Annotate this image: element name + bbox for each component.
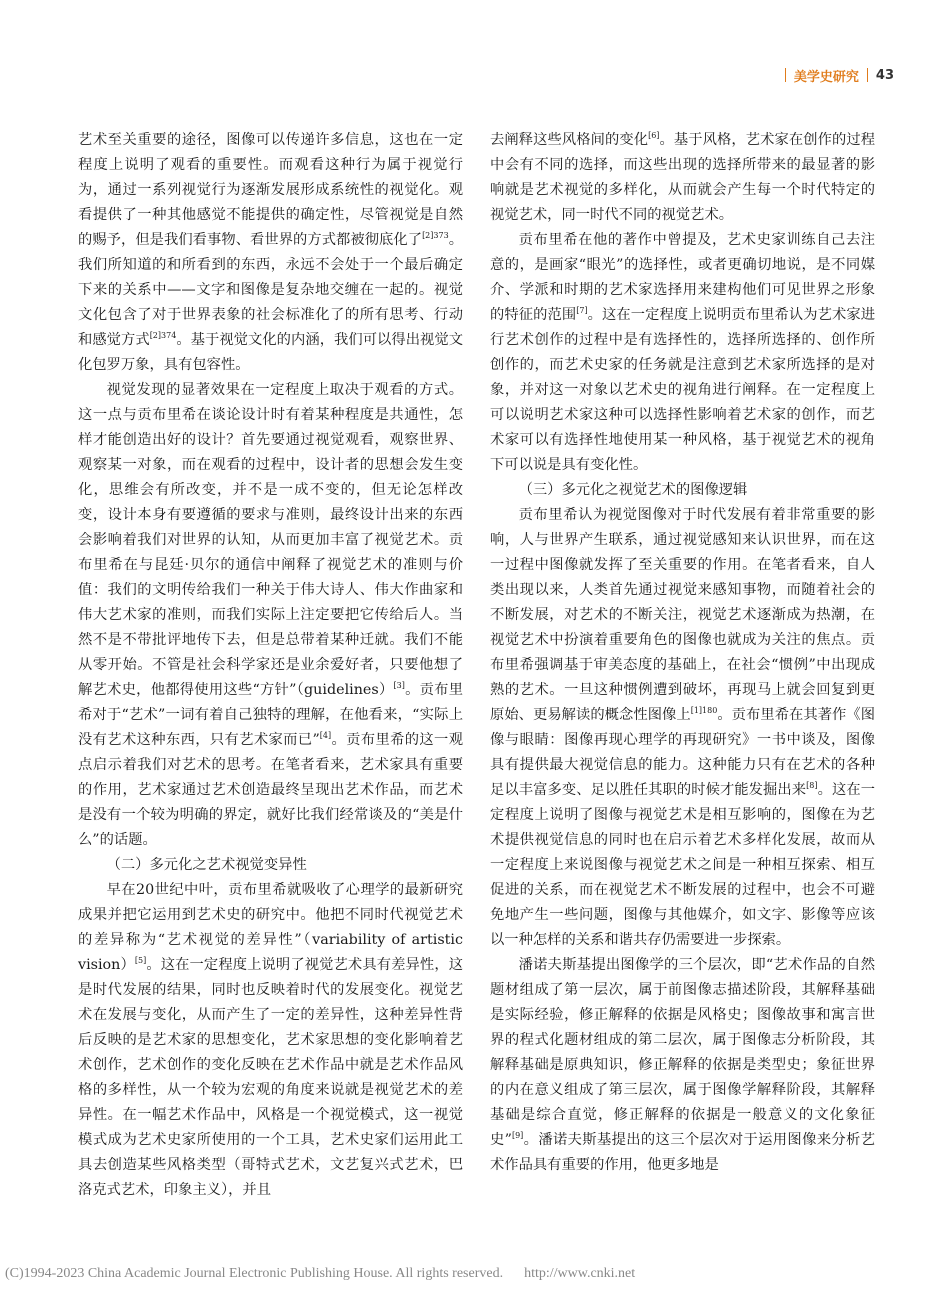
- copyright-notice: (C)1994-2023 China Academic Journal Electronic Publishing House. All rights reserved.: [5, 1266, 504, 1281]
- citation-ref: [6]: [648, 131, 660, 141]
- section-heading: [490, 478, 875, 503]
- body-paragraph: [490, 128, 875, 228]
- text-run: 贡布里希认为视觉图像对于时代发展有着非常重要的影响，人与世界产生联系，通过视觉感知来认识世界，而在这一过程中图像就发挥了至关重要的作用。在笔者看来，自人类出现以来，人类首先通过视觉来感知事物，而随着社会的不断发展，对艺术的不断关注，视觉艺术逐渐成为热潮，在视觉艺术中扮演着重要角色的图像也就成为关注的焦点。贡布里希强调基于审美态度的基础上，在社会“惯例”中出现成熟的艺术。一旦这种惯例遭到破坏，再现马上就会回复到更原始、更易解读的概念性图像上: [490, 507, 875, 723]
- text-run: 。贡布里希对于“艺术”一词有着自己独特的理解，在他看来，“实际上没有艺术这种东西，只有艺术家而已”: [78, 682, 463, 748]
- text-run: （三）多元化之视觉艺术的图像逻辑: [518, 482, 748, 498]
- cnki-link[interactable]: http://www.cnki.net: [524, 1266, 636, 1281]
- body-paragraph: [78, 878, 463, 1203]
- citation-ref: [5]: [134, 956, 147, 966]
- text-run: 视觉发现的显著效果在一定程度上取决于观看的方式。这一点与贡布里希在谈论设计时有着某种程度是共通性，怎样才能创造出好的设计？首先要通过视觉观看，观察世界、观察某一对象，而在观看的过程中，设计者的思想会发生变化，思维会有所改变，并不是一成不变的，但无论怎样改变，设计本身有要遵循的要求与准则，最终设计出来的东西会影响着我们对世界的认知，从而更加丰富了视觉艺术。贡布里希在与昆廷·贝尔的通信中阐释了视觉艺术的准则与价值：我们的文明传给我们一种关于伟大诗人、伟大作曲家和伟大艺术家的准则，而我们实际上注定要把它传给后人。当然不是不带批评地传下去，但是总带着某种迁就。我们不能从零开始。不管是社会科学家还是业余爱好者，只要他想了解艺术史，他都得使用这些“方针”（guidelines）: [78, 382, 463, 698]
- text-run: （二）多元化之艺术视觉变异性: [106, 857, 307, 873]
- body-paragraph: [78, 128, 463, 378]
- citation-ref: [4]: [319, 731, 332, 741]
- text-run: 。贡布里希的这一观点启示着我们对艺术的思考。在笔者看来，艺术家具有重要的作用，艺术家通过艺术创造最终呈现出艺术作品，而艺术是没有一个较为明确的界定，就好比我们经常谈及的“美是什么”的话题。: [78, 732, 464, 848]
- section-heading: [78, 853, 463, 878]
- text-run: 去阐释这些风格间的变化: [490, 132, 649, 148]
- left-column: [78, 128, 463, 1203]
- citation-ref: [8]: [806, 781, 818, 791]
- footer: [5, 1266, 950, 1282]
- body-paragraph: [490, 503, 875, 953]
- body-paragraph: [490, 228, 875, 478]
- page-number: 43: [875, 67, 894, 83]
- text-run: 。这在一定程度上说明了视觉艺术具有差异性，这是时代发展的结果，同时也反映着时代的发展变化。视觉艺术在发展与变化，从而产生了一定的差异性，这种差异性背后反映的是艺术家的思想变化，艺术家思想的变化影响着艺术创作，艺术创作的变化反映在艺术作品中就是艺术作品风格的多样性，从一个较为宏观的角度来说就是视觉艺术的差异性。在一幅艺术作品中，风格是一个视觉模式，这一视觉模式成为艺术史家所使用的一个工具，艺术史家们运用此工具去创造某些风格类型（哥特式艺术，文艺复兴式艺术，巴洛克式艺术，印象主义），并且: [78, 957, 464, 1198]
- running-header: [785, 64, 894, 86]
- citation-ref: [2]373: [422, 231, 449, 241]
- header-divider: [867, 68, 868, 82]
- journal-section: 美学史研究: [793, 69, 859, 85]
- text-run: 。这在一定程度上说明贡布里希认为艺术家进行艺术创作的过程中是有选择性的，选择所选择的、创作所创作的，而艺术史家的任务就是注意到艺术家所选择的是对象，并对这一对象以艺术史的视角进行阐释。在一定程度上可以说明艺术家这种可以选择性影响着艺术家的创作，而艺术家可以有选择性地使用某一种风格，基于视觉艺术的视角下可以说是具有变化性。: [490, 307, 876, 473]
- header-divider: [785, 68, 786, 82]
- text-run: 。这在一定程度上说明了图像与视觉艺术是相互影响的，图像在为艺术提供视觉信息的同时也在启示着艺术多样化发展，故而从一定程度上来说图像与视觉艺术之间是一种相互探索、相互促进的关系，而在视觉艺术不断发展的过程中，也会不可避免地产生一些问题，图像与其他媒介，如文字、影像等应该以一种怎样的关系和谐共存仍需要进一步探索。: [490, 782, 876, 948]
- text-run: 。我们所知道的和所看到的东西，永远不会处于一个最后确定下来的关系中——文字和图像是复杂地交缠在一起的。视觉文化包含了对于世界表象的社会标准化了的所有思考、行动和感觉方式: [78, 232, 464, 348]
- citation-ref: [1]180: [690, 706, 718, 716]
- citation-ref: [9]: [511, 1131, 524, 1141]
- text-run: 艺术至关重要的途径，图像可以传递许多信息，这也在一定程度上说明了观看的重要性。而观看这种行为属于视觉行为，通过一系列视觉行为逐渐发展形成系统性的视觉化。观看提供了一种其他感觉不能提供的确定性，尽管视觉是自然的赐予，但是我们看事物、看世界的方式都被彻底化了: [78, 132, 463, 248]
- text-run: 早在20世纪中叶，贡布里希就吸收了心理学的最新研究成果并把它运用到艺术史的研究中。他把不同时代视觉艺术的差异称为“艺术视觉的差异性”（variability of artistic vision）: [78, 882, 463, 973]
- right-column: [490, 128, 875, 1178]
- text-run: 潘诺夫斯基提出图像学的三个层次，即“艺术作品的自然题材组成了第一层次，属于前图像志描述阶段，其解释基础是实际经验，修正解释的依据是风格史；图像故事和寓言世界的程式化题材组成的第二层次，属于图像志分析阶段，其解释基础是原典知识，修正解释的依据是类型史；象征世界的内在意义组成了第三层次，属于图像学解释阶段，其解释基础是综合直觉，修正解释的依据是一般意义的文化象征史”: [490, 957, 875, 1148]
- citation-ref: [3]: [393, 681, 405, 691]
- text-run: 贡布里希在他的著作中曾提及，艺术史家训练自己去注意的，是画家“眼光”的选择性，或者更确切地说，是不同媒介、学派和时期的艺术家选择用来建构他们可见世界之形象的特征的范围: [490, 232, 875, 323]
- body-paragraph: [78, 378, 463, 853]
- citation-ref: [2]374: [149, 331, 177, 341]
- citation-ref: [7]: [576, 306, 588, 316]
- body-paragraph: [490, 953, 875, 1178]
- text-run: 。基于风格，艺术家在创作的过程中会有不同的选择，而这些出现的选择所带来的最显著的影响就是艺术视觉的多样化，从而就会产生每一个时代特定的视觉艺术，同一时代不同的视觉艺术。: [490, 132, 876, 223]
- text-run: 。基于视觉文化的内涵，我们可以得出视觉文化包罗万象，具有包容性。: [78, 332, 464, 373]
- text-run: 。潘诺夫斯基提出的这三个层次对于运用图像来分析艺术作品具有重要的作用，他更多地是: [490, 1132, 875, 1173]
- text-run: 。贡布里希在其著作《图像与眼睛：图像再现心理学的再现研究》一书中谈及，图像具有提供最大视觉信息的能力。这种能力只有在艺术的各种足以丰富多变、足以胜任其职的时候才能发掘出来: [490, 707, 876, 798]
